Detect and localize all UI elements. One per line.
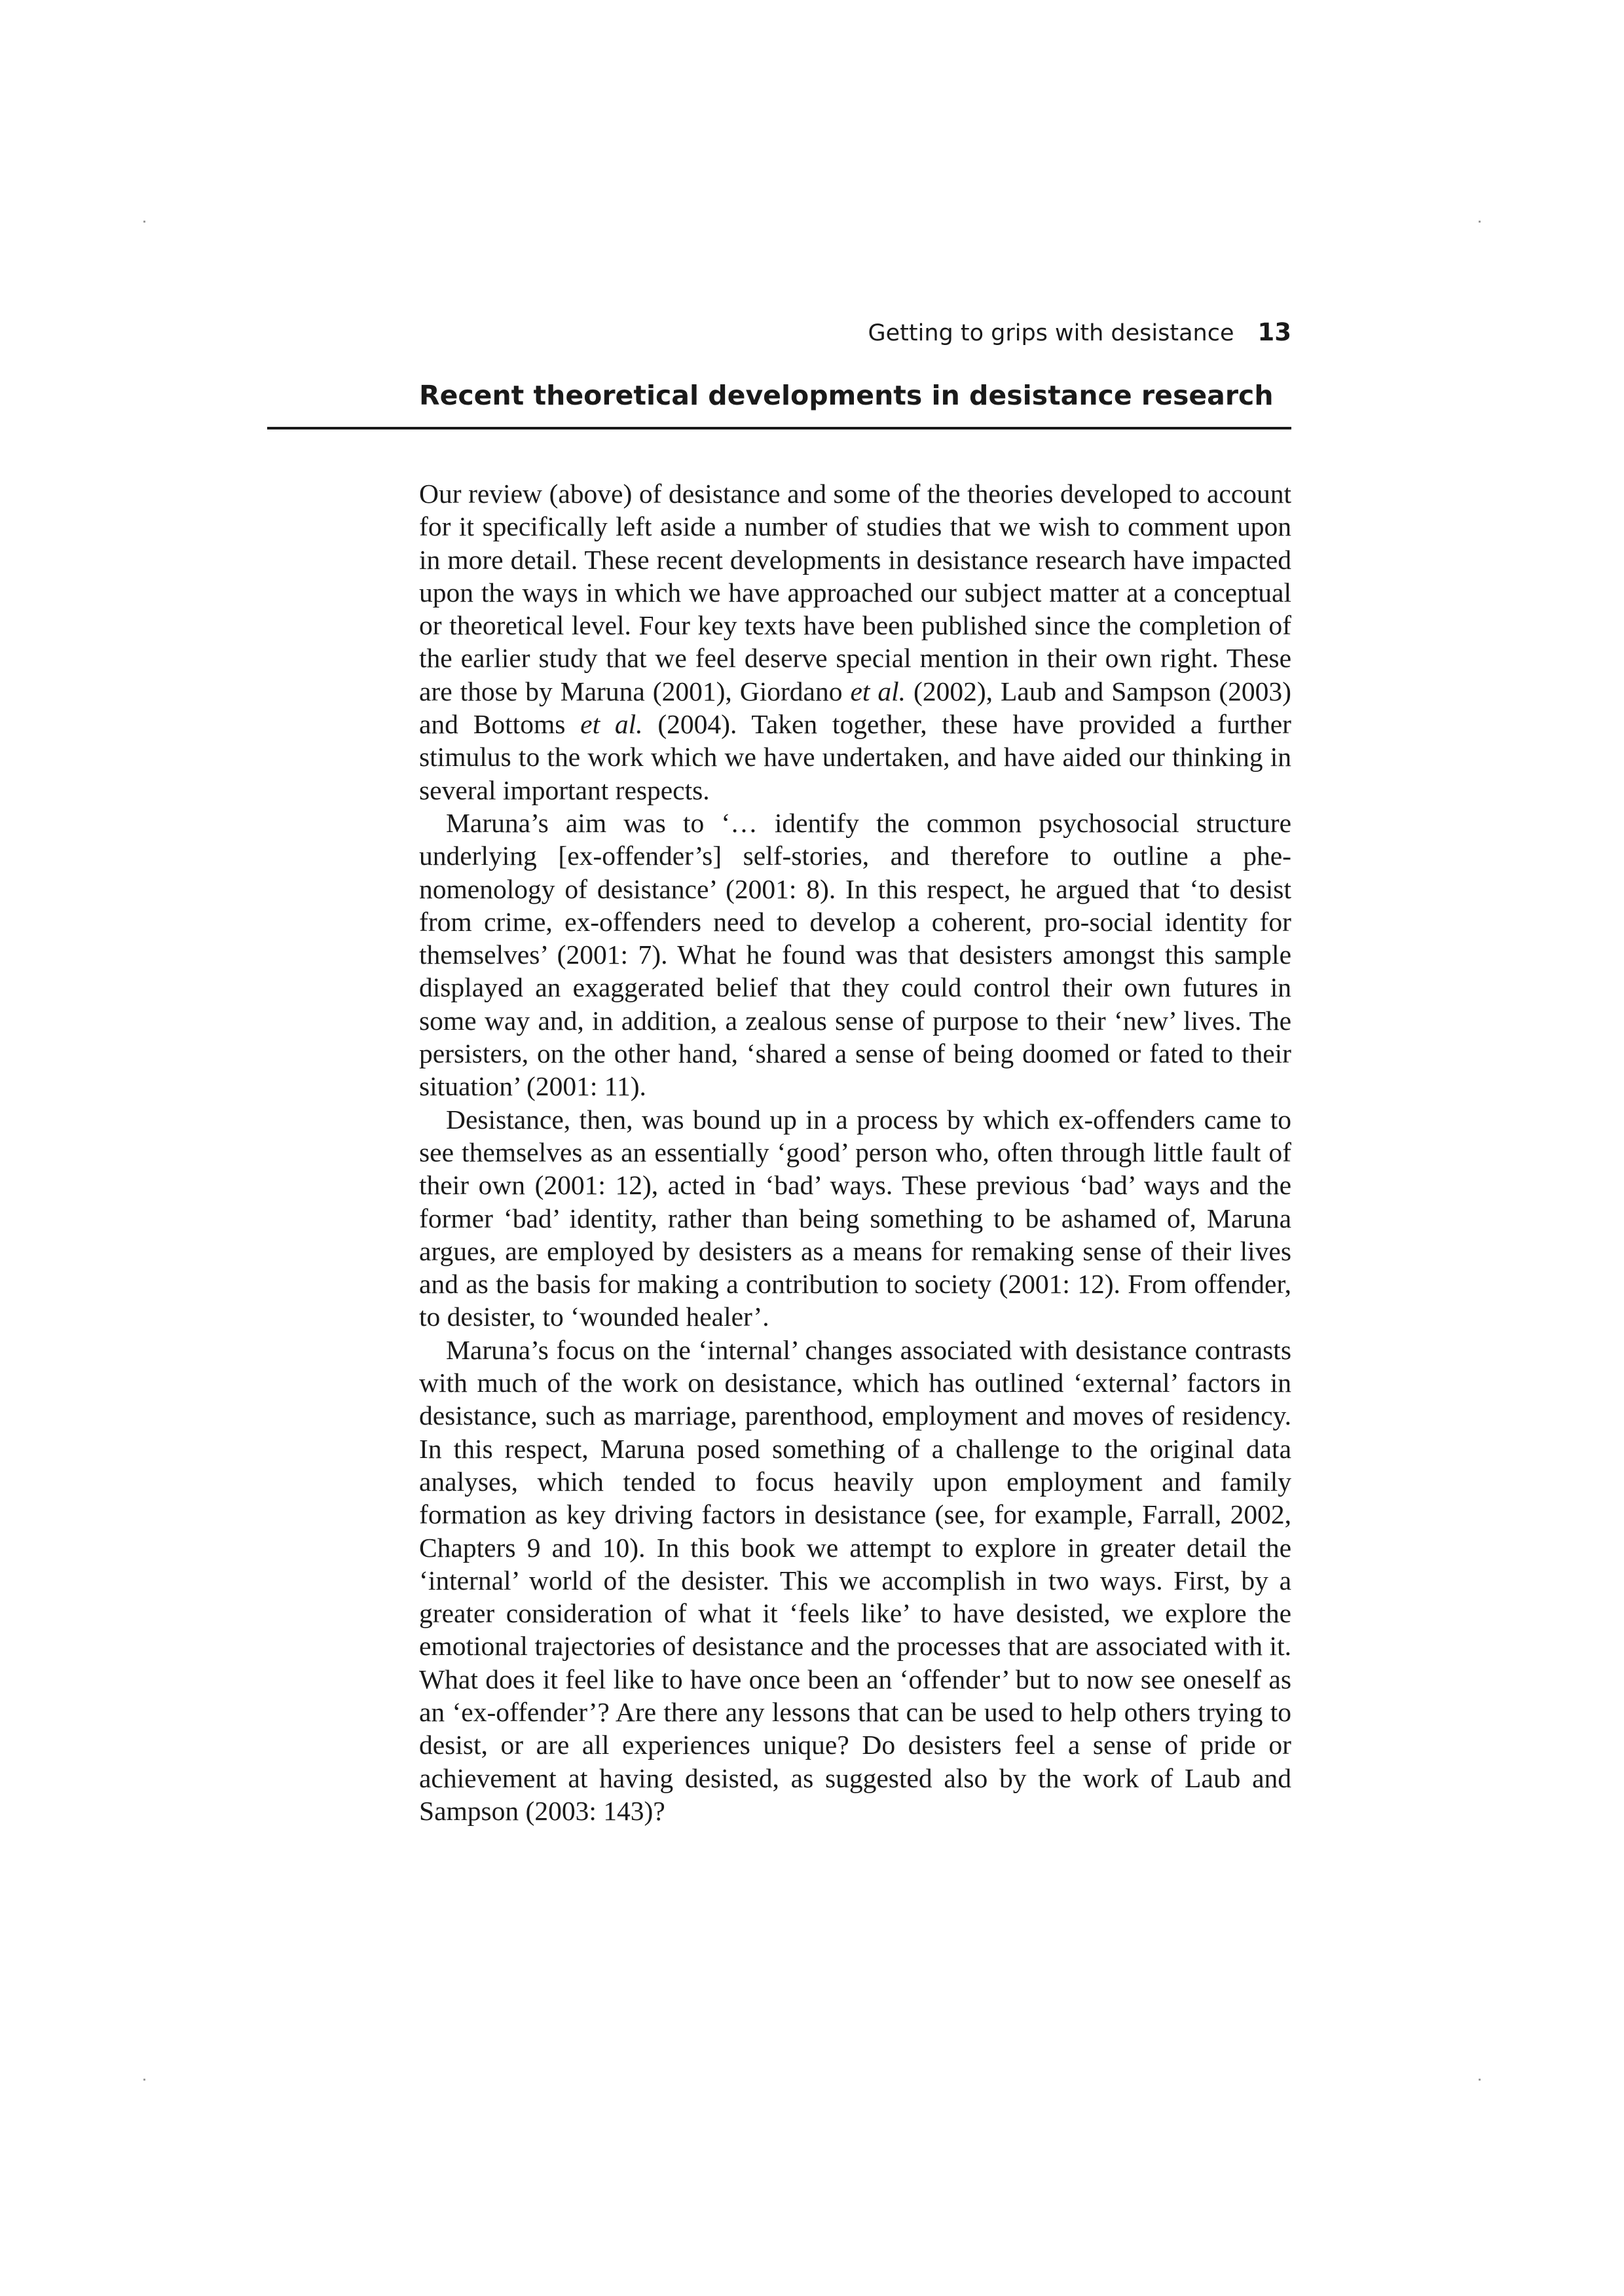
paragraph-1: Our review (above) of desistance and some of the theories developed to account for it specifically left aside a number of studies that we wish to comment upon in more detail. These recent developments in desistance research have impacted upon the ways in which we have approached our subject matter at a conceptual or theoretical level. Four key texts have been published since the completion of the earlier study that we feel deserve special mention in their own right. These are those by Maruna (2001), Giordano et al. (2002), Laub and Sampson (2003) and Bottoms et al. (2004). Taken together, these have provided a further stimulus to the work which we have undertaken, and have aided our thinking in several important respects. bbox=[419, 479, 1291, 805]
running-head bbox=[419, 313, 1291, 352]
paragraph-3: Desistance, then, was bound up in a process by which ex-offenders came to see themselves as an essentially ‘good’ person who, often through little fault of their own (2001: 12), acted in ‘bad’ ways. These previous ‘bad’ ways and the former ‘bad’ identity, rather than being something to be ashamed of, Maruna argues, are employed by desisters as a means for remaking sense of their lives and as the basis for making a contribution to society (2001: 12). From offender, to desister, to ‘wounded healer’. bbox=[419, 1104, 1291, 1332]
crop-mark-bottom-left bbox=[143, 2079, 145, 2081]
running-head-title: Getting to grips with desistance bbox=[868, 320, 1234, 346]
crop-mark-top-right bbox=[1479, 221, 1481, 223]
section-heading: Recent theoretical developments in desistance research bbox=[419, 380, 1274, 411]
heading-rule bbox=[267, 427, 1291, 429]
paragraph-2: Maruna’s aim was to ‘… identify the common psychosocial structure underlying [ex-offender’s] self-stories, and therefore to outline a phenomenology of desistance’ (2001: 8). In this respect, he argued that ‘to desist from crime, ex-offenders need to develop a coherent, pro-social identity for themselves’ (2001: 7). What he found was that desisters amongst this sample displayed an exaggerated belief that they could control their own futures in some way and, in addition, a zealous sense of purpose to their ‘new’ lives. The persisters, on the other hand, ‘shared a sense of being doomed or fated to their situation’ (2001: 11). bbox=[419, 807, 1291, 1102]
page-number: 13 bbox=[1257, 318, 1291, 346]
body-text bbox=[419, 477, 1291, 1827]
crop-mark-bottom-right bbox=[1479, 2079, 1481, 2081]
crop-mark-top-left bbox=[143, 221, 145, 223]
paragraph-4: Maruna’s focus on the ‘internal’ changes associated with desistance contrasts with much of the work on desistance, which has outlined ‘external’ factors in desistance, such as marriage, parenthood, employment and moves of residency. In this respect, Maruna posed something of a challenge to the original data analyses, which tended to focus heavily upon employment and family formation as key driving factors in desistance (see, for example, Farrall, 2002, Chapters 9 and 10). In this book we attempt to explore in greater detail the ‘internal’ world of the desister. This we accomplish in two ways. First, by a greater consideration of what it ‘feels like’ to have desisted, we explore the emotional trajectories of desistance and the processes that are associated with it. What does it feel like to have once been an ‘offender’ but to now see oneself as an ‘ex-offender’? Are there any lessons that can be used to help others trying to desist, or are all experiences unique? Do desisters feel a sense of pride or achievement at having desisted, as suggested also by the work of Laub and Sampson (2003: 143)? bbox=[419, 1334, 1291, 1826]
